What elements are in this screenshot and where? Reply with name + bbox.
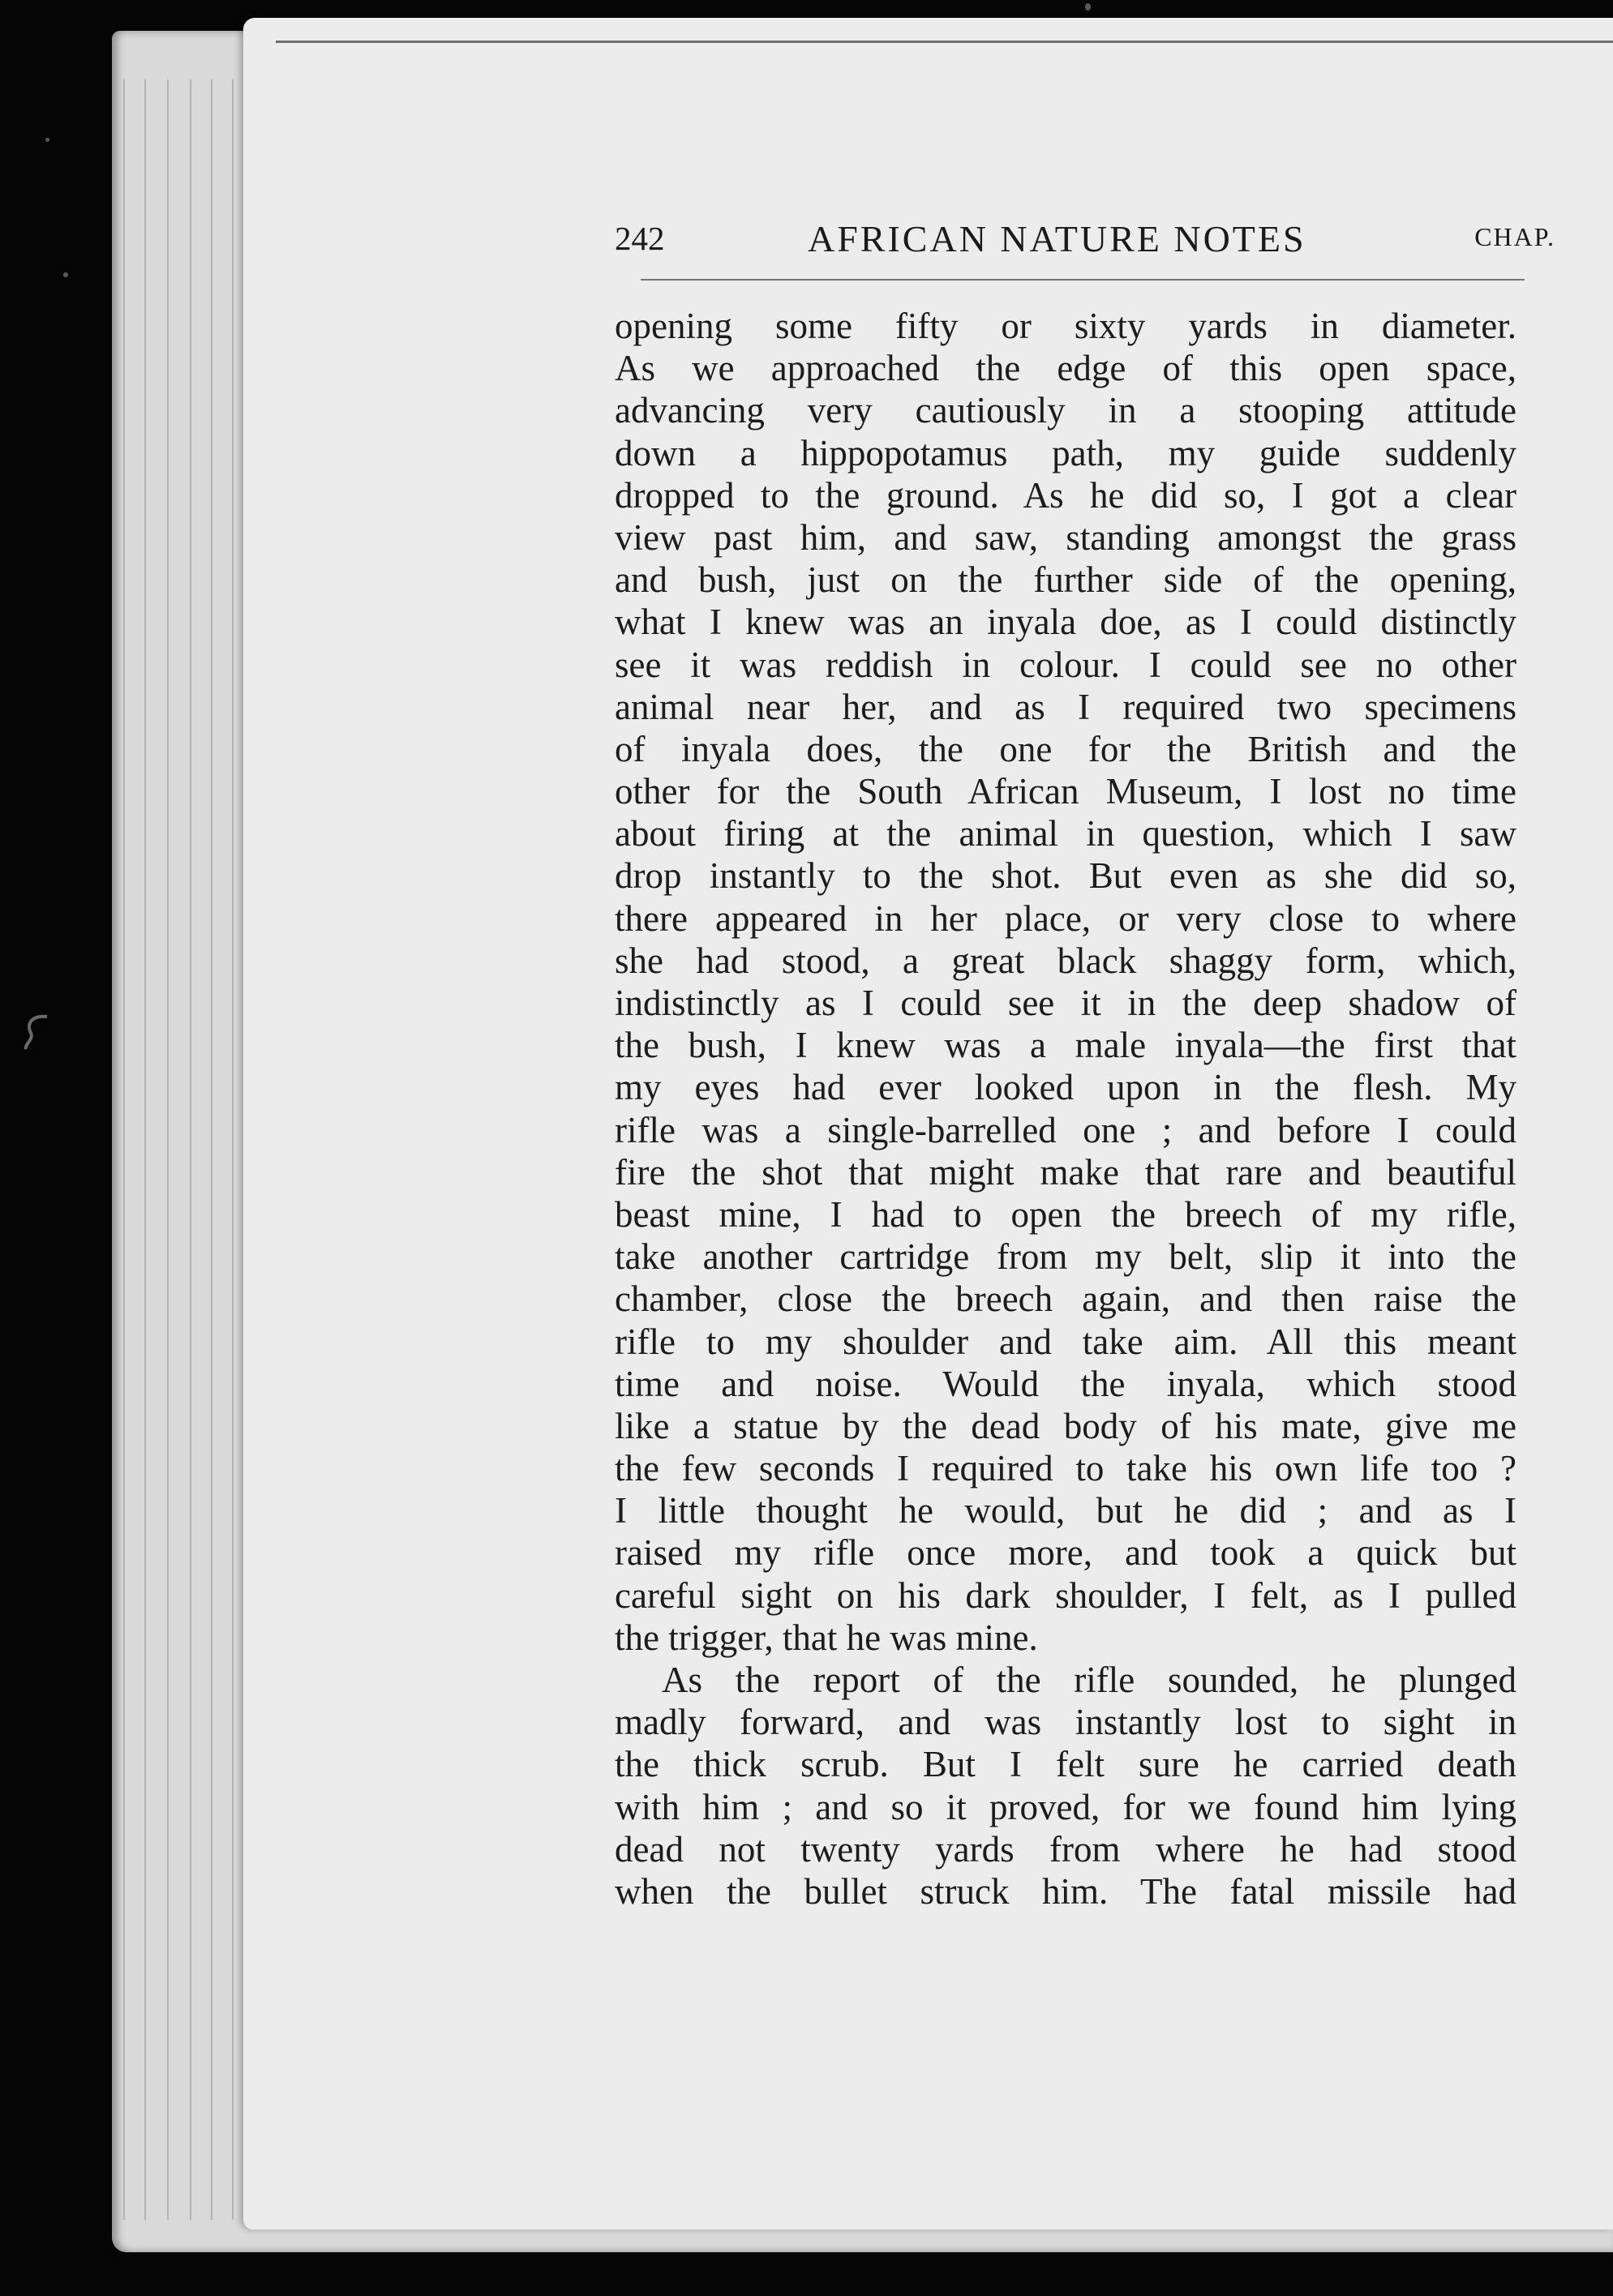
text-line: when the bullet struck him. The fatal missile had — [615, 1870, 1516, 1912]
text-line: take another cartridge from my belt, slip it into the — [615, 1236, 1516, 1278]
text-line: about firing at the animal in question, which I saw — [615, 813, 1516, 855]
text-line: the thick scrub. But I felt sure he carried death — [615, 1744, 1516, 1785]
text-line: As we approached the edge of this open space, — [615, 348, 1516, 389]
text-line: As the report of the rifle sounded, he plunged — [662, 1660, 1516, 1700]
scan-speck — [45, 138, 49, 142]
text-line: down a hippopotamus path, my guide suddenly — [615, 432, 1516, 473]
text-line: fire the shot that might make that rare and beautiful — [615, 1151, 1516, 1193]
text-line: see it was reddish in colour. I could see no other — [615, 644, 1516, 685]
scan-speck — [1085, 3, 1091, 11]
text-line: advancing very cautiously in a stooping attitude — [615, 390, 1516, 431]
text-line: with him ; and so it proved, for we found him lying — [615, 1786, 1516, 1827]
text-line: dead not twenty yards from where he had stood — [615, 1828, 1516, 1870]
text-line: like a statue by the dead body of his mate, give me — [615, 1405, 1516, 1446]
header-rule — [641, 279, 1525, 281]
text-line: raised my rifle once more, and took a quick but — [615, 1532, 1516, 1574]
page-number: 242 — [615, 220, 665, 257]
page-top-edge — [276, 41, 1613, 43]
text-line: the few seconds I required to take his own life too ? — [615, 1448, 1516, 1489]
text-line: there appeared in her place, or very close to where — [615, 897, 1516, 939]
scan-smudge — [15, 1005, 63, 1054]
chapter-label: CHAP. — [1474, 222, 1555, 251]
text-line: view past him, and saw, standing amongst the grass — [615, 516, 1516, 558]
text-line: other for the South African Museum, I lost no time — [615, 771, 1516, 812]
scan-speck — [63, 272, 68, 277]
text-line: time and noise. Would the inyala, which stood — [615, 1363, 1516, 1404]
text-line: opening some fifty or sixty yards in diameter. — [615, 306, 1516, 346]
text-line: and bush, just on the further side of the opening, — [615, 559, 1516, 601]
text-line: careful sight on his dark shoulder, I felt, as I pulled — [615, 1574, 1516, 1616]
text-line: drop instantly to the shot. But even as she did so, — [615, 855, 1516, 897]
text-line: indistinctly as I could see it in the deep shadow of — [615, 983, 1516, 1023]
text-line: I little thought he would, but he did ; and as I — [615, 1490, 1516, 1531]
text-line: madly forward, and was instantly lost to sight in — [615, 1702, 1516, 1743]
running-title: AFRICAN NATURE NOTES — [808, 218, 1306, 259]
text-line: what I knew was an inyala doe, as I could distinctly — [615, 602, 1516, 643]
text-line: the bush, I knew was a male inyala—the first that — [615, 1025, 1516, 1066]
text-line: the trigger, that he was mine. — [615, 1617, 1038, 1658]
text-line: rifle was a single-barrelled one ; and before I could — [615, 1109, 1516, 1150]
text-line: dropped to the ground. As he did so, I got a clear — [615, 474, 1516, 516]
running-header — [615, 217, 1555, 266]
text-line: beast mine, I had to open the breech of my rifle, — [615, 1193, 1516, 1235]
body-text — [615, 305, 1516, 1913]
text-line: of inyala does, the one for the British and the — [615, 728, 1516, 769]
text-line: animal near her, and as I required two specimens — [615, 686, 1516, 727]
text-line: she had stood, a great black shaggy form, which, — [615, 940, 1516, 981]
text-line: chamber, close the breech again, and then raise the — [615, 1279, 1516, 1320]
text-line: rifle to my shoulder and take aim. All this meant — [615, 1321, 1516, 1362]
text-line: my eyes had ever looked upon in the flesh. My — [615, 1067, 1516, 1108]
